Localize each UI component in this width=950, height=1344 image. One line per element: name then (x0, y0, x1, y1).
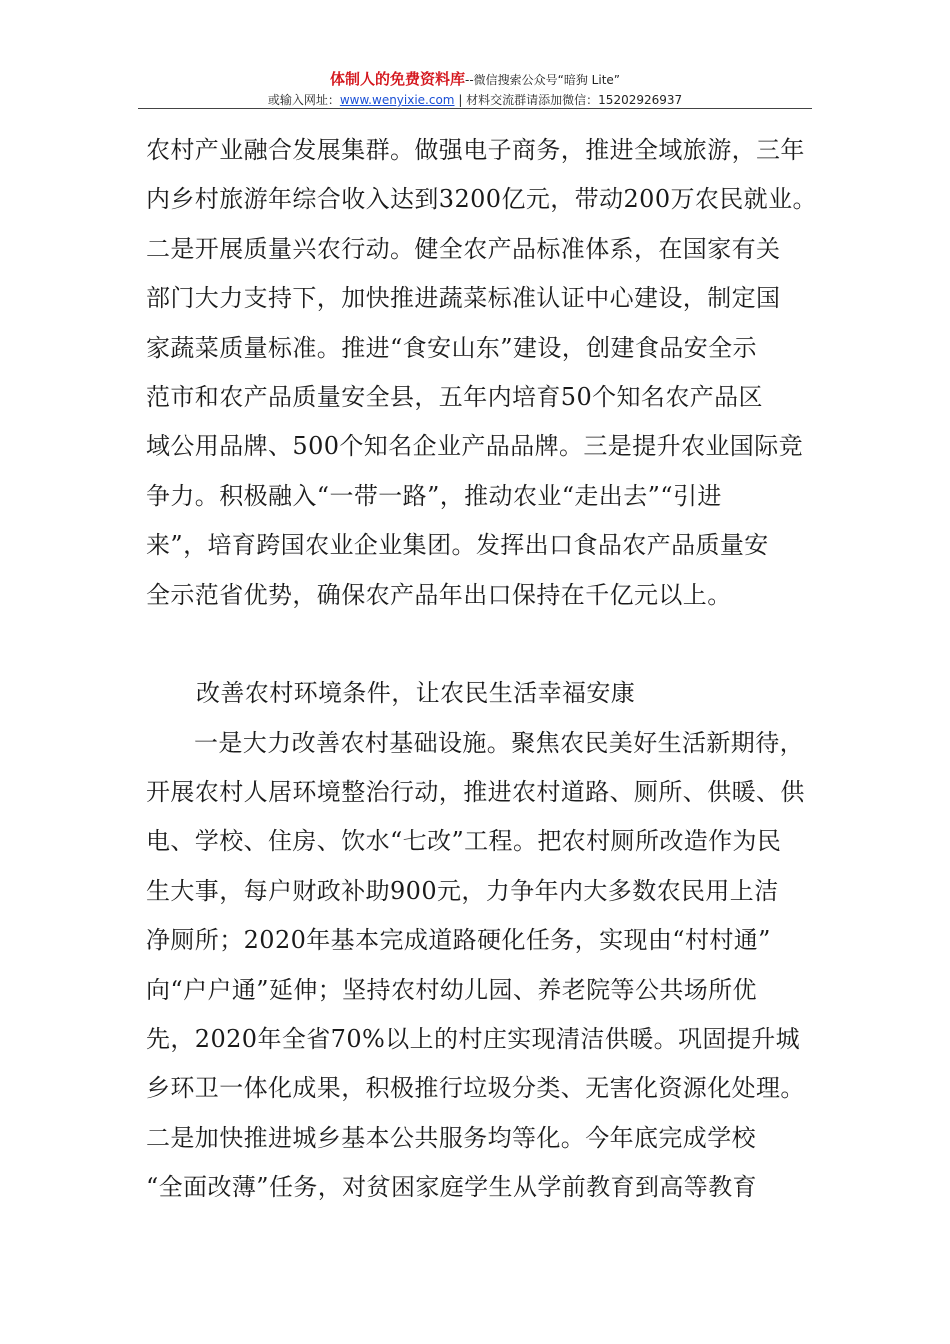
contact-info: | 材料交流群请添加微信：15202926937 (454, 93, 683, 107)
header-slogan: --微信搜索公众号“暗狗 Lite” (464, 73, 621, 87)
page-header (0, 70, 950, 108)
header-contact-line (0, 92, 950, 108)
document-body (146, 126, 826, 1213)
body-line: 农村产业融合发展集群。做强电子商务，推进全域旅游，三年 (146, 136, 805, 164)
body-line: 内乡村旅游年综合收入达到3200亿元，带动200万农民就业。 (146, 185, 817, 214)
header-title-line (0, 70, 950, 89)
body-line: 全示范省优势，确保农产品年出口保持在千亿元以上。 (146, 580, 732, 609)
section-line: 开展农村人居环境整治行动，推进农村道路、厕所、供暖、供 (146, 778, 805, 807)
body-line: 争力。积极融入“一带一路”，推动农业“走出去”“引进 (146, 481, 722, 510)
section-line: 向“户户通”延伸；坚持农村幼儿园、养老院等公共场所优 (146, 975, 757, 1004)
section-line: 净厕所；2020年基本完成道路硬化任务，实现由“村村通” (146, 926, 771, 955)
body-line: 来”，培育跨国农业企业集团。发挥出口食品农产品质量安 (146, 531, 769, 560)
section-heading: 改善农村环境条件，让农民生活幸福安康 (196, 679, 636, 708)
body-line: 范市和农产品质量安全县，五年内培育50个知名农产品区 (146, 382, 763, 411)
brand-title: 体制人的免费资料库 (329, 70, 465, 88)
header-divider (138, 108, 812, 109)
body-line: 部门大力支持下，加快推进蔬菜标准认证中心建设，制定国 (146, 284, 781, 313)
section-line: 乡环卫一体化成果，积极推行垃圾分类、无害化资源化处理。 (146, 1074, 805, 1103)
section-line: 先，2020年全省70%以上的村庄实现清洁供暖。巩固提升城 (146, 1025, 801, 1054)
url-prefix: 或输入网址： (267, 93, 340, 107)
section-line: “全面改薄”任务，对贫困家庭学生从学前教育到高等教育 (146, 1173, 757, 1202)
section-line: 电、学校、住房、饮水“七改”工程。把农村厕所改造作为民 (146, 827, 782, 856)
section-line: 生大事，每户财政补助900元，力争年内大多数农民用上洁 (146, 876, 779, 905)
body-line: 家蔬菜质量标准。推进“食安山东”建设，创建食品安全示 (146, 333, 757, 362)
body-line: 域公用品牌、500个知名企业产品品牌。三是提升农业国际竞 (146, 432, 804, 461)
section-line: 二是加快推进城乡基本公共服务均等化。今年底完成学校 (146, 1123, 756, 1152)
website-link[interactable]: www.wenyixie.com (339, 93, 455, 107)
paragraph-gap (146, 620, 826, 669)
body-line: 二是开展质量兴农行动。健全农产品标准体系，在国家有关 (146, 234, 781, 263)
section-line: 一是大力改善农村基础设施。聚焦农民美好生活新期待， (194, 728, 804, 757)
